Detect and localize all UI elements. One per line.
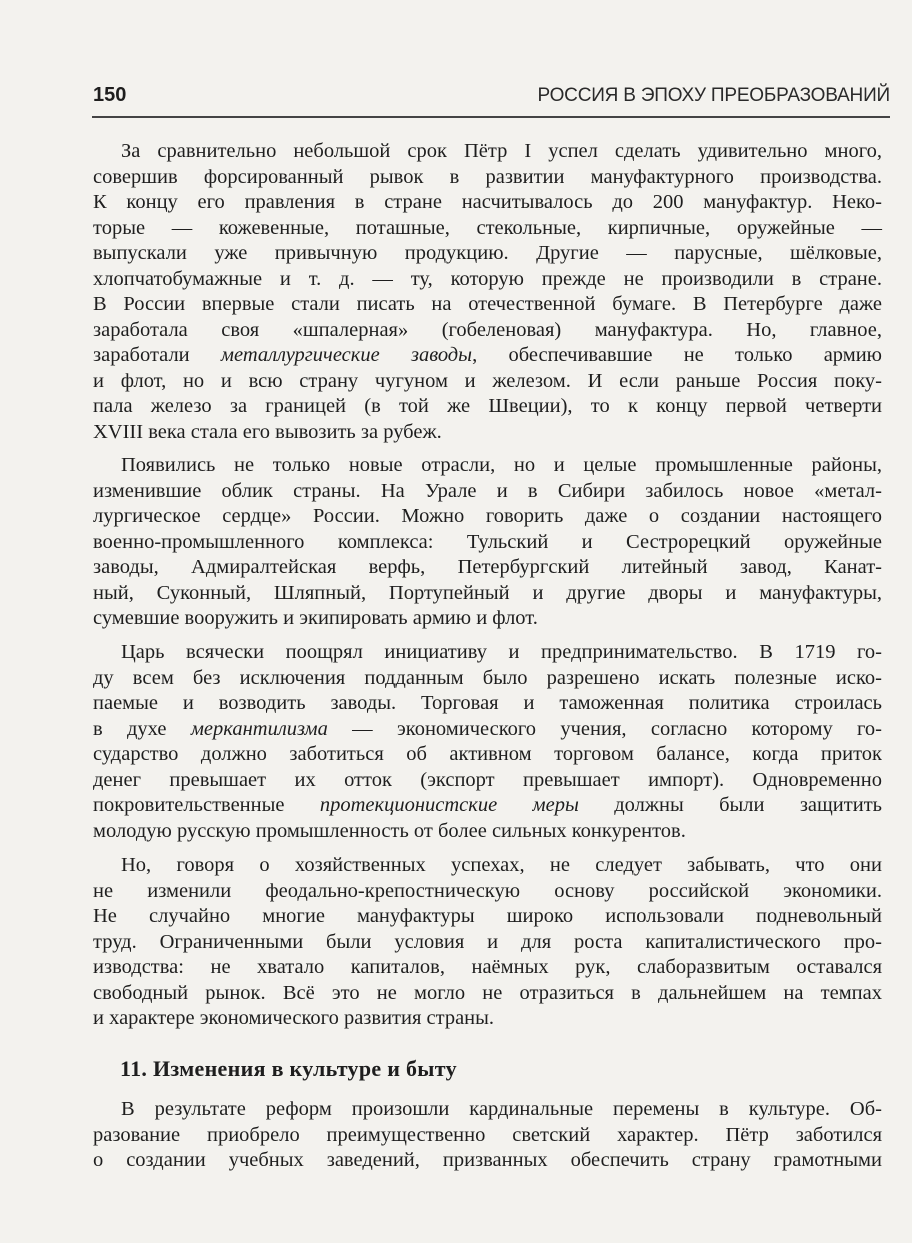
text-line [93,504,882,530]
text-line [93,318,882,344]
section-paragraph [93,1097,882,1174]
text-line [93,981,882,1007]
text-line [93,267,882,293]
text-run: и флот, но и всю страну чугуном и железом. И если раньше Россия поку- [93,369,882,392]
text-line [93,930,882,956]
text-line [93,139,882,165]
text-run: о создании учебных заведений, призванных обеспечить страну грамотными [93,1149,882,1171]
text-run: денег превышает их отток (экспорт превышает импорт). Одновременно [93,768,882,791]
text-line [93,1148,882,1174]
section-heading: 11. Изменения в культуре и быту [120,1056,457,1081]
text-line [93,453,882,479]
text-run: Царь всячески поощрял инициативу и предпринимательство. В 1719 го- [121,641,882,663]
text-line [93,666,882,692]
paragraph-4 [93,853,882,1032]
text-run: разование приобрело преимущественно светский характер. Пётр заботился [93,1123,882,1146]
text-line [93,479,882,505]
text-run: заработали [93,344,221,366]
text-line [93,394,882,420]
header-rule [92,116,890,118]
text-run: должны были защитить [578,794,883,816]
text-run: хлопчатобумажные и т. д. — ту, которую прежде не производили в стране. [93,267,882,290]
text-run: свободный рынок. Всё это не могло не отразиться в дальнейшем на темпах [93,981,882,1004]
text-run: пала железо за границей (в той же Швеции), то к концу первой четверти [93,395,882,417]
text-run: сумевшие вооружить и экипировать армию и флот. [93,607,538,629]
text-line [93,691,882,717]
text-run: труд. Ограниченными были условия и для роста капиталистического про- [93,930,882,953]
text-line [93,904,882,930]
paragraph-3 [93,640,882,844]
text-run: покровительственные [93,794,320,816]
page-number: 150 [93,84,127,106]
text-line [93,216,882,242]
text-run: В результате реформ произошли кардинальные перемены в культуре. Об- [121,1098,882,1120]
text-line [93,292,882,318]
text-run: не изменили феодально-крепостническую основу российской экономики. [93,879,882,902]
text-run: , обеспечивавшие не только армию [472,344,882,366]
text-line [93,853,882,879]
text-run: изводства: не хватало капиталов, наёмных рук, слаборазвитым оставался [93,956,882,978]
text-run: изменившие облик страны. На Урале и в Сибири забилось новое «метал- [93,479,882,502]
text-line [93,369,882,395]
paragraph-2 [93,453,882,632]
text-line [93,530,882,556]
running-title: РОССИЯ В ЭПОХУ ПРЕОБРАЗОВАНИЙ [537,85,890,106]
text-run: Но, говоря о хозяйственных успехах, не следует забывать, что они [121,854,882,876]
text-run: молодую русскую промышленность от более сильных конкурентов. [93,819,686,842]
text-line [93,420,882,446]
text-line [93,879,882,905]
text-run: выпускали уже привычную продукцию. Другие — парусные, шёлковые, [93,242,882,264]
text-run: военно-промышленного комплекса: Тульский и Сестрорецкий оружейные [93,530,882,553]
text-run: лургическое сердце» России. Можно говорить даже о создании настоящего [93,505,882,527]
text-line [93,768,882,794]
text-line [93,1006,882,1032]
text-run: сударство должно заботиться об активном торговом балансе, когда приток [93,743,882,765]
text-run: За сравнительно небольшой срок Пётр I успел сделать удивительно много, [121,140,882,162]
italic-term: меркантилизма [190,717,328,740]
text-run: Появились не только новые отрасли, но и целые промышленные районы, [121,454,882,476]
text-run: ный, Суконный, Шляпный, Портупейный и другие дворы и мануфактуры, [93,581,882,604]
text-run: заводы, Адмиралтейская верфь, Петербургский литейный завод, Канат- [93,556,882,578]
text-run: и характере экономического развития страны. [93,1007,495,1029]
text-line [93,241,882,267]
italic-term: протекционистские меры [319,794,579,816]
text-line [93,793,882,819]
text-run: — экономического учения, согласно которому го- [327,717,882,740]
text-run: К концу его правления в стране насчитывалось до 200 мануфактур. Неко- [93,191,882,213]
text-run: паемые и возводить заводы. Торговая и таможенная политика строилась [93,692,882,714]
text-line [93,190,882,216]
text-line [93,581,882,607]
paragraph-1 [93,139,882,445]
text-run: совершив форсированный рывок в развитии мануфактурного производства. [93,165,882,188]
text-line [93,555,882,581]
text-line [93,165,882,191]
text-run: Не случайно многие мануфактуры широко использовали подневольный [93,905,882,927]
text-run: торые — кожевенные, поташные, стекольные, кирпичные, оружейные — [93,216,882,239]
text-line [93,640,882,666]
text-line [93,1123,882,1149]
text-run: XVIII века стала его вывозить за рубеж. [93,420,442,443]
text-line [93,1097,882,1123]
text-run: В России впервые стали писать на отечественной бумаге. В Петербурге даже [93,293,882,315]
text-line [93,819,882,845]
text-run: заработала своя «шпалерная» (гобеленовая) мануфактура. Но, главное, [93,318,882,341]
text-run: ду всем без исключения подданным было разрешено искать полезные иско- [93,666,882,689]
text-line [93,343,882,369]
text-line [93,606,882,632]
text-line [93,955,882,981]
text-run: в духе [93,717,191,740]
text-line [93,717,882,743]
italic-term: металлургические заводы [220,344,473,366]
text-line [93,742,882,768]
